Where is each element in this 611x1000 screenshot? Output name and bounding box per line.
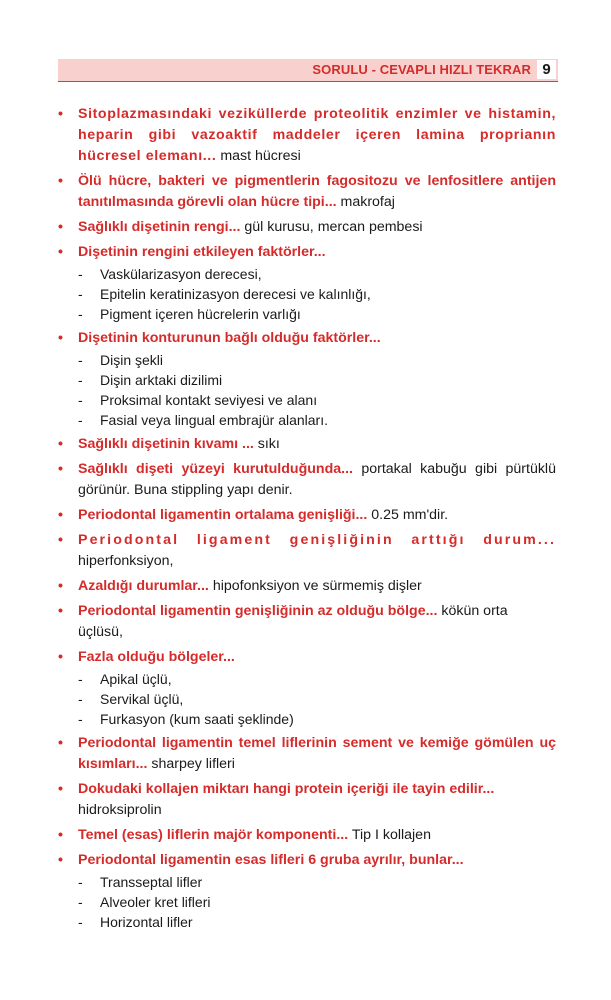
bullet-icon: • (58, 578, 63, 594)
dash-marker: - (78, 914, 83, 930)
bullet-icon: • (58, 649, 63, 665)
question-text: Dişetinin konturunun bağlı olduğu faktörler... (78, 330, 381, 346)
dash-marker: - (78, 306, 83, 322)
question-text: Periodontal ligamentin ortalama genişliği... (78, 507, 368, 523)
dash-marker: - (78, 691, 83, 707)
sub-list-item (78, 872, 556, 892)
bullet-icon: • (58, 173, 63, 189)
qa-item (58, 459, 556, 501)
question-text: Dişetinin rengini etkileyen faktörler... (78, 244, 326, 260)
answer-text: Tip I kollajen (348, 827, 431, 843)
question-text: Fazla olduğu bölgeler... (78, 649, 235, 665)
qa-item (58, 505, 556, 526)
qa-item (58, 104, 556, 167)
qa-item (58, 733, 556, 775)
sub-list-item (78, 284, 556, 304)
question-text: Azaldığı durumlar... (78, 578, 209, 594)
sub-list-item (78, 912, 556, 932)
qa-item (58, 328, 556, 430)
sub-list-item (78, 410, 556, 430)
dash-marker: - (78, 266, 83, 282)
answer-text: portakal kabuğu gibi pürtüklü görünür. Buna stippling yapı denir. (78, 461, 556, 498)
answer-text: hipofonksiyon ve sürmemiş dişler (208, 578, 422, 594)
bullet-icon: • (58, 244, 63, 260)
dash-marker: - (78, 711, 83, 727)
answer-text: makrofaj (336, 194, 395, 210)
sub-list-text: Furkasyon (kum saati şeklinde) (100, 711, 294, 727)
bullet-icon: • (58, 106, 63, 122)
answer-text: 0.25 mm'dir. (367, 507, 449, 523)
dash-marker: - (78, 874, 83, 890)
sub-list-item (78, 390, 556, 410)
question-text: Sağlıklı dişeti yüzeyi kurutulduğunda... (78, 461, 353, 477)
header-rule (58, 81, 558, 82)
qa-item (58, 171, 556, 213)
question-text: Sağlıklı dişetinin rengi... (78, 219, 241, 235)
bullet-icon: • (58, 436, 63, 452)
sub-list (78, 264, 556, 324)
bullet-icon: • (58, 330, 63, 346)
answer-text: sıkı (253, 436, 280, 452)
qa-item (58, 217, 556, 238)
answer-text: gül kurusu, mercan pembesi (240, 219, 423, 235)
sub-list-text: Dişin şekli (100, 352, 164, 368)
qa-item (58, 576, 556, 597)
running-header-title: SORULU - CEVAPLI HIZLI TEKRAR (312, 62, 531, 77)
page-number: 9 (537, 60, 556, 79)
sub-list-text: Fasial veya lingual embrajür alanları. (100, 412, 328, 428)
bullet-icon: • (58, 532, 63, 548)
bullet-icon: • (58, 219, 63, 235)
question-text: Dokudaki kollajen miktarı hangi protein içeriği ile tayin edilir... (78, 781, 495, 797)
sub-list-text: Vaskülarizasyon derecesi, (100, 266, 262, 282)
sub-list-text: Horizontal lifler (100, 914, 193, 930)
question-text: Periodontal ligamentin genişliğinin az olduğu bölge... (78, 603, 438, 619)
qa-item (58, 601, 556, 643)
question-text: Sitoplazmasındaki veziküllerde proteolitik enzimler ve histamin, heparin gibi vazoaktif maddeler içeren lamina proprianın hücresel elemanı... (78, 106, 556, 164)
sub-list-text: Apikal üçlü, (100, 671, 172, 687)
sub-list-item (78, 350, 556, 370)
qa-item (58, 850, 556, 932)
sub-list-text: Alveoler kret lifleri (100, 894, 211, 910)
qa-item (58, 825, 556, 846)
question-text: Sağlıklı dişetinin kıvamı ... (78, 436, 254, 452)
dash-marker: - (78, 412, 83, 428)
sub-list-item (78, 370, 556, 390)
sub-list-item (78, 264, 556, 284)
dash-marker: - (78, 286, 83, 302)
dash-marker: - (78, 372, 83, 388)
sub-list-item (78, 669, 556, 689)
bullet-icon: • (58, 852, 63, 868)
bullet-icon: • (58, 507, 63, 523)
dash-marker: - (78, 671, 83, 687)
question-text: Ölü hücre, bakteri ve pigmentlerin fagositozu ve lenfositlere antijen tanıtılmasında görevli olan hücre tipi... (78, 173, 556, 210)
sub-list-text: Dişin arktaki dizilimi (100, 372, 223, 388)
bullet-icon: • (58, 781, 63, 797)
question-text: Periodontal ligamentin temel liflerinin sement ve kemiğe gömülen uç kısımları... (78, 735, 556, 772)
bullet-icon: • (58, 461, 63, 477)
sub-list-item (78, 304, 556, 324)
bullet-icon: • (58, 735, 63, 751)
qa-item (58, 434, 556, 455)
bullet-icon: • (58, 603, 63, 619)
sub-list-text: Transseptal lifler (100, 874, 203, 890)
qa-item (58, 779, 556, 821)
question-text: Periodontal ligamentin esas lifleri 6 gruba ayrılır, bunlar... (78, 852, 464, 868)
question-text: Periodontal ligament genişliğinin arttığı durum... (78, 532, 556, 548)
answer-text: hidroksiprolin (78, 802, 162, 818)
sub-list-text: Proksimal kontakt seviyesi ve alanı (100, 392, 318, 408)
answer-text: kökün orta üçlüsü, (78, 603, 508, 640)
sub-list-item (78, 689, 556, 709)
dash-marker: - (78, 894, 83, 910)
sub-list (78, 350, 556, 430)
answer-text: mast hücresi (216, 148, 301, 164)
sub-list (78, 669, 556, 729)
dash-marker: - (78, 352, 83, 368)
sub-list-item (78, 892, 556, 912)
qa-list (58, 104, 556, 936)
bullet-icon: • (58, 827, 63, 843)
sub-list-text: Servikal üçlü, (100, 691, 184, 707)
sub-list-text: Epitelin keratinizasyon derecesi ve kalınlığı, (100, 286, 371, 302)
question-text: Temel (esas) liflerin majör komponenti... (78, 827, 349, 843)
dash-marker: - (78, 392, 83, 408)
answer-text: hiperfonksiyon, (78, 553, 174, 569)
sub-list-item (78, 709, 556, 729)
answer-text: sharpey lifleri (147, 756, 235, 772)
sub-list-text: Pigment içeren hücrelerin varlığı (100, 306, 301, 322)
sub-list (78, 872, 556, 932)
qa-item (58, 530, 556, 572)
qa-item (58, 647, 556, 729)
qa-item (58, 242, 556, 324)
